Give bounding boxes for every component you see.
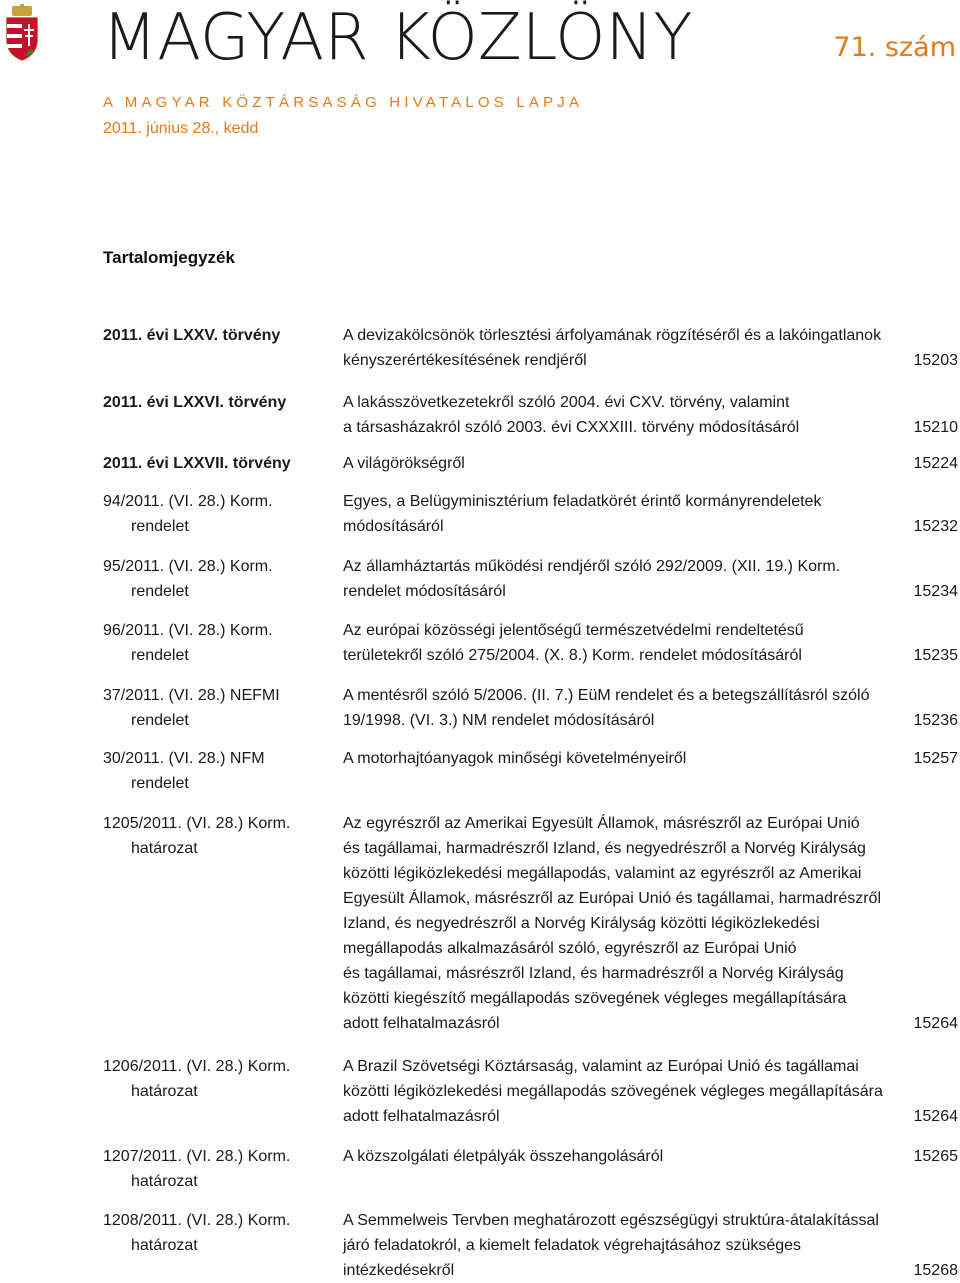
toc-entry-title	[343, 1144, 903, 1169]
toc-entry-title-line: adott felhatalmazásról	[343, 1108, 500, 1125]
toc-entry-title	[343, 618, 903, 668]
toc-entry-title-line: Egyesült Államok, másrészről az Európai Unió és tagállamai, harmadrészről	[343, 890, 881, 907]
toc-entry-title	[343, 1208, 903, 1283]
toc-entry-title-line: A devizakölcsönök törlesztési árfolyamának rögzítéséről és a lakóingatlanok	[343, 327, 882, 344]
publication-subtitle: A MAGYAR KÖZTÁRSASÁG HIVATALOS LAPJA	[103, 94, 584, 111]
toc-entry-reference-type: rendelet	[131, 775, 189, 792]
toc-entry-reference-line: 2011. évi LXXV. törvény	[103, 327, 281, 344]
toc-entry-title-line: járó feladatokról, a kiemelt feladatok végrehajtásához szükséges	[343, 1237, 802, 1254]
toc-entry-reference-type: határozat	[131, 1173, 198, 1190]
toc-entry-reference-line: 1205/2011. (VI. 28.) Korm.	[103, 815, 291, 832]
masthead-title: MAGYAR KÖZLÖNY	[102, 1, 693, 75]
toc-entry-reference-line: 30/2011. (VI. 28.) NFM	[103, 750, 265, 767]
toc-entry-page-number: 15265	[913, 1148, 958, 1165]
toc-entry-page-number: 15264	[913, 1108, 958, 1125]
toc-entry-reference-type: rendelet	[131, 712, 189, 729]
toc-entry-reference-line: 1207/2011. (VI. 28.) Korm.	[103, 1148, 291, 1165]
toc-entry-title-line: A közszolgálati életpályák összehangolásáról	[343, 1148, 664, 1165]
toc-entry-title-line: Az egyrészről az Amerikai Egyesült Államok, másrészről az Európai Unió	[343, 815, 860, 832]
toc-entry-page-number: 15235	[913, 647, 958, 664]
toc-entry-reference	[103, 323, 333, 348]
toc-entry-reference	[103, 390, 333, 415]
toc-entry-reference-line: 96/2011. (VI. 28.) Korm.	[103, 622, 273, 639]
toc-entry-title-line: adott felhatalmazásról	[343, 1015, 500, 1032]
toc-entry-reference	[103, 489, 333, 539]
toc-entry-title-line: Az államháztartás működési rendjéről szóló 292/2009. (XII. 19.) Korm.	[343, 558, 841, 575]
publication-date: 2011. június 28., kedd	[103, 120, 259, 137]
toc-entry-title-line: A Semmelweis Tervben meghatározott egészségügyi struktúra-átalakítással	[343, 1212, 879, 1229]
toc-entry-page-number: 15232	[913, 518, 958, 535]
toc-entry-title-line: Az európai közösségi jelentőségű természetvédelmi rendeltetésű	[343, 622, 804, 639]
toc-entry-title	[343, 323, 903, 373]
toc-entry-title-line: Egyes, a Belügyminisztérium feladatkörét érintő kormányrendeletek	[343, 493, 822, 510]
toc-entry-reference	[103, 451, 333, 476]
toc-entry-reference-type: határozat	[131, 1237, 198, 1254]
toc-entry-reference-line: 2011. évi LXXVI. törvény	[103, 394, 287, 411]
toc-entry-title	[343, 554, 903, 604]
toc-entry-page-number: 15268	[913, 1262, 958, 1279]
toc-entry-page-number: 15236	[913, 712, 958, 729]
toc-entry-title	[343, 489, 903, 539]
toc-entry-title-line: A mentésről szóló 5/2006. (II. 7.) EüM rendelet és a betegszállításról szóló	[343, 687, 870, 704]
toc-entry-title-line: A Brazil Szövetségi Köztársaság, valamint az Európai Unió és tagállamai	[343, 1058, 859, 1075]
toc-entry-reference-type: rendelet	[131, 647, 189, 664]
toc-entry-title	[343, 390, 903, 440]
toc-entry-title-line: közötti légiközlekedési megállapodás szövegének végleges megállapítására	[343, 1083, 883, 1100]
toc-entry-reference-line: 1206/2011. (VI. 28.) Korm.	[103, 1058, 291, 1075]
toc-entry-reference	[103, 618, 333, 668]
toc-entry-title-line: A lakásszövetkezetekről szóló 2004. évi CXV. törvény, valamint	[343, 394, 790, 411]
toc-entry-reference	[103, 1054, 333, 1104]
toc-entry-title-line: területekről szóló 275/2004. (X. 8.) Korm. rendelet módosításáról	[343, 647, 802, 664]
coat-of-arms-icon	[4, 4, 40, 62]
toc-entry-page-number: 15264	[913, 1015, 958, 1032]
toc-entry-title-line: Izland, és negyedrészről a Norvég Királyság közötti légiközlekedési	[343, 915, 820, 932]
toc-entry-reference	[103, 1208, 333, 1258]
toc-entry-reference	[103, 811, 333, 861]
toc-entry-reference	[103, 554, 333, 604]
toc-entry-title-line: módosításáról	[343, 518, 444, 535]
toc-entry-title-line: rendelet módosításáról	[343, 583, 506, 600]
toc-title: Tartalomjegyzék	[103, 248, 235, 267]
toc-entry-title-line: kényszerértékesítésének rendjéről	[343, 352, 587, 369]
toc-entry-reference-line: 37/2011. (VI. 28.) NEFMI	[103, 687, 280, 704]
toc-entry-reference	[103, 1144, 333, 1194]
toc-entry-page-number: 15257	[913, 750, 958, 767]
toc-entry-page-number: 15210	[913, 419, 958, 436]
toc-entry-title-line: közötti kiegészítő megállapodás szövegének végleges megállapítására	[343, 990, 847, 1007]
toc-entry-reference	[103, 746, 333, 796]
toc-entry-reference-type: határozat	[131, 840, 198, 857]
toc-entry-title-line: közötti légiközlekedési megállapodás, valamint az egyrészről az Amerikai	[343, 865, 862, 882]
toc-entry-title	[343, 683, 903, 733]
toc-entry-title	[343, 451, 903, 476]
toc-entry-reference-type: rendelet	[131, 583, 189, 600]
toc-entry-page-number: 15203	[913, 352, 958, 369]
toc-entry-title	[343, 811, 903, 1036]
toc-entry-reference	[103, 683, 333, 733]
toc-entry-reference-type: rendelet	[131, 518, 189, 535]
toc-entry-page-number: 15224	[913, 455, 958, 472]
toc-entry-title-line: 19/1998. (VI. 3.) NM rendelet módosításáról	[343, 712, 655, 729]
issue-number: 71. szám	[833, 32, 956, 63]
toc-entry-title-line: megállapodás alkalmazásáról szóló, egyrészről az Európai Unió	[343, 940, 797, 957]
toc-entry-page-number: 15234	[913, 583, 958, 600]
toc-entry-title-line: A motorhajtóanyagok minőségi követelményeiről	[343, 750, 687, 767]
toc-entry-reference-line: 94/2011. (VI. 28.) Korm.	[103, 493, 273, 510]
toc-entry-reference-line: 95/2011. (VI. 28.) Korm.	[103, 558, 273, 575]
toc-entry-reference-type: határozat	[131, 1083, 198, 1100]
toc-entry-reference-line: 2011. évi LXXVII. törvény	[103, 455, 291, 472]
toc-entry-title-line: és tagállamai, másrészről Izland, és harmadrészről a Norvég Királyság	[343, 965, 844, 982]
toc-entry-reference-line: 1208/2011. (VI. 28.) Korm.	[103, 1212, 291, 1229]
toc-entry-title	[343, 746, 903, 771]
toc-entry-title	[343, 1054, 903, 1129]
toc-entry-title-line: intézkedésekről	[343, 1262, 455, 1279]
toc-entry-title-line: A világörökségről	[343, 455, 465, 472]
toc-entry-title-line: a társasházakról szóló 2003. évi CXXXIII. törvény módosításáról	[343, 419, 800, 436]
toc-entry-title-line: és tagállamai, harmadrészről Izland, és negyedrészről a Norvég Királyság	[343, 840, 866, 857]
